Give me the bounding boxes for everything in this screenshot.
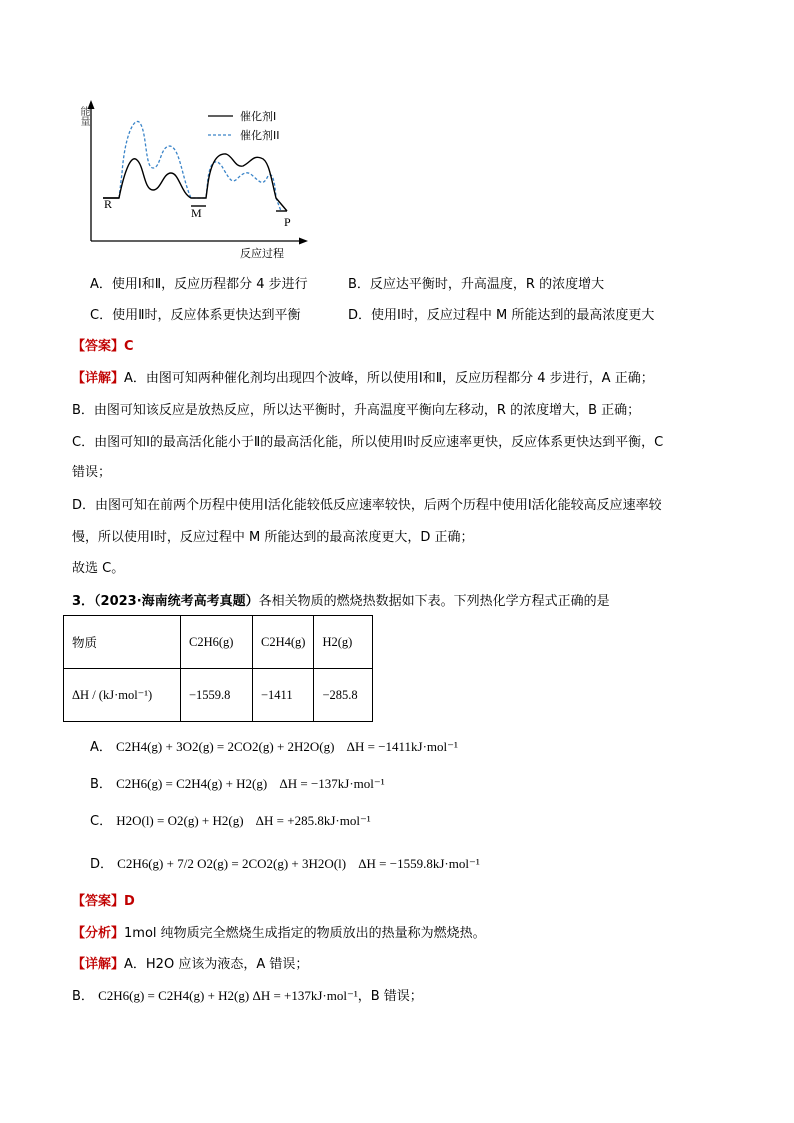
q3-detail-a [72, 953, 308, 972]
table-header-substance: 物质 [64, 616, 181, 669]
table-cell-h2: −285.8 [314, 669, 373, 722]
option-label: C． [90, 814, 113, 829]
q2-option-a: A．使用Ⅰ和Ⅱ，反应历程都分 4 步进行 [90, 277, 308, 292]
option-label: D． [90, 857, 114, 872]
point-r: R [104, 197, 113, 211]
option-dh: ΔH = +285.8kJ·mol⁻¹ [255, 813, 371, 828]
table-row [64, 669, 373, 722]
answer-value: D [124, 894, 135, 909]
answer-label: 【答案】 [72, 894, 125, 909]
combustion-table [63, 615, 373, 722]
option-equation: C2H6(g) + 7/2 O2(g) = 2CO2(g) + 3H2O(l) [117, 856, 347, 871]
option-equation: H2O(l) = O2(g) + H2(g) [116, 813, 244, 828]
option-dh: ΔH = −1559.8kJ·mol⁻¹ [358, 856, 480, 871]
table-header-c2h6: C2H6(g) [181, 616, 253, 669]
table-cell-c2h6: −1559.8 [181, 669, 253, 722]
point-p: P [284, 215, 291, 229]
q2-option-d: D．使用Ⅰ时，反应过程中 M 所能达到的最高浓度更大 [348, 308, 655, 323]
q3-answer [72, 890, 135, 909]
point-m: M [191, 206, 202, 220]
energy-diagram [75, 98, 315, 263]
q3-analysis [72, 922, 486, 941]
q3-number: 3． [72, 594, 95, 609]
detail-b-label: B． [72, 989, 94, 1004]
detail-b-equation: C2H6(g) = C2H4(g) + H2(g) ΔH = +137kJ·mol⁻¹ [98, 988, 358, 1003]
q2-detail-d1: D．由图可知在前两个历程中使用Ⅰ活化能较低反应速率较快，后两个历程中使用Ⅰ活化能较高反应速率较 [72, 498, 662, 513]
q3-option-d [90, 853, 480, 872]
option-label: A． [90, 740, 112, 755]
table-header-c2h4: C2H4(g) [253, 616, 314, 669]
q2-answer [72, 335, 134, 354]
q3-option-c [90, 810, 371, 829]
catalyst-i-curve [103, 154, 287, 211]
x-axis-label: 反应过程 [240, 247, 284, 260]
q2-detail-c1: C．由图可知Ⅰ的最高活化能小于Ⅱ的最高活化能，所以使用Ⅰ时反应速率更快，反应体系更快达到平衡，C [72, 435, 664, 450]
option-dh: ΔH = −137kJ·mol⁻¹ [279, 776, 385, 791]
q2-detail-d2: 慢，所以使用Ⅰ时，反应过程中 M 所能达到的最高浓度更大，D 正确； [72, 530, 474, 545]
q3-stem [72, 590, 610, 609]
analysis-text: 1mol 纯物质完全燃烧生成指定的物质放出的热量称为燃烧热。 [124, 926, 486, 941]
table-row-label: ΔH / (kJ·mol⁻¹) [64, 669, 181, 722]
option-label: B． [90, 777, 112, 792]
table-header-h2: H2(g) [314, 616, 373, 669]
legend-catalyst-ii: 催化剂II [240, 129, 280, 142]
table-cell-c2h4: −1411 [253, 669, 314, 722]
q3-source: （2023·海南统考高考真题） [94, 594, 259, 609]
table-row [64, 616, 373, 669]
legend-catalyst-i: 催化剂I [240, 110, 277, 123]
q3-question: 各相关物质的燃烧热数据如下表。下列热化学方程式正确的是 [258, 594, 610, 609]
analysis-label: 【分析】 [72, 926, 125, 941]
q2-detail-c2: 错误； [72, 465, 112, 480]
detail-label: 【详解】 [72, 957, 125, 972]
answer-value: C [124, 339, 134, 354]
detail-label: 【详解】 [72, 371, 125, 386]
q2-option-c: C．使用Ⅱ时，反应体系更快达到平衡 [90, 308, 301, 323]
q3-option-a [90, 736, 458, 755]
option-equation: C2H6(g) = C2H4(g) + H2(g) [116, 776, 268, 791]
detail-text: A．H2O 应该为液态，A 错误； [124, 957, 309, 972]
y-axis-label: 能量 [78, 106, 89, 126]
detail-b-tail: ，B 错误； [357, 989, 423, 1004]
q3-option-b [90, 773, 385, 792]
option-dh: ΔH = −1411kJ·mol⁻¹ [346, 739, 458, 754]
option-equation: C2H4(g) + 3O2(g) = 2CO2(g) + 2H2O(g) [116, 739, 335, 754]
q3-detail-b [72, 985, 423, 1004]
q2-detail-a [72, 367, 654, 386]
q2-option-b: B．反应达平衡时，升高温度，R 的浓度增大 [348, 277, 605, 292]
q2-detail-b: B．由图可知该反应是放热反应，所以达平衡时，升高温度平衡向左移动，R 的浓度增大，B 正确； [72, 403, 641, 418]
answer-label: 【答案】 [72, 339, 125, 354]
q2-conclusion: 故选 C。 [72, 561, 125, 576]
detail-text: A．由图可知两种催化剂均出现四个波峰，所以使用Ⅰ和Ⅱ，反应历程都分 4 步进行，A 正确； [124, 371, 654, 386]
